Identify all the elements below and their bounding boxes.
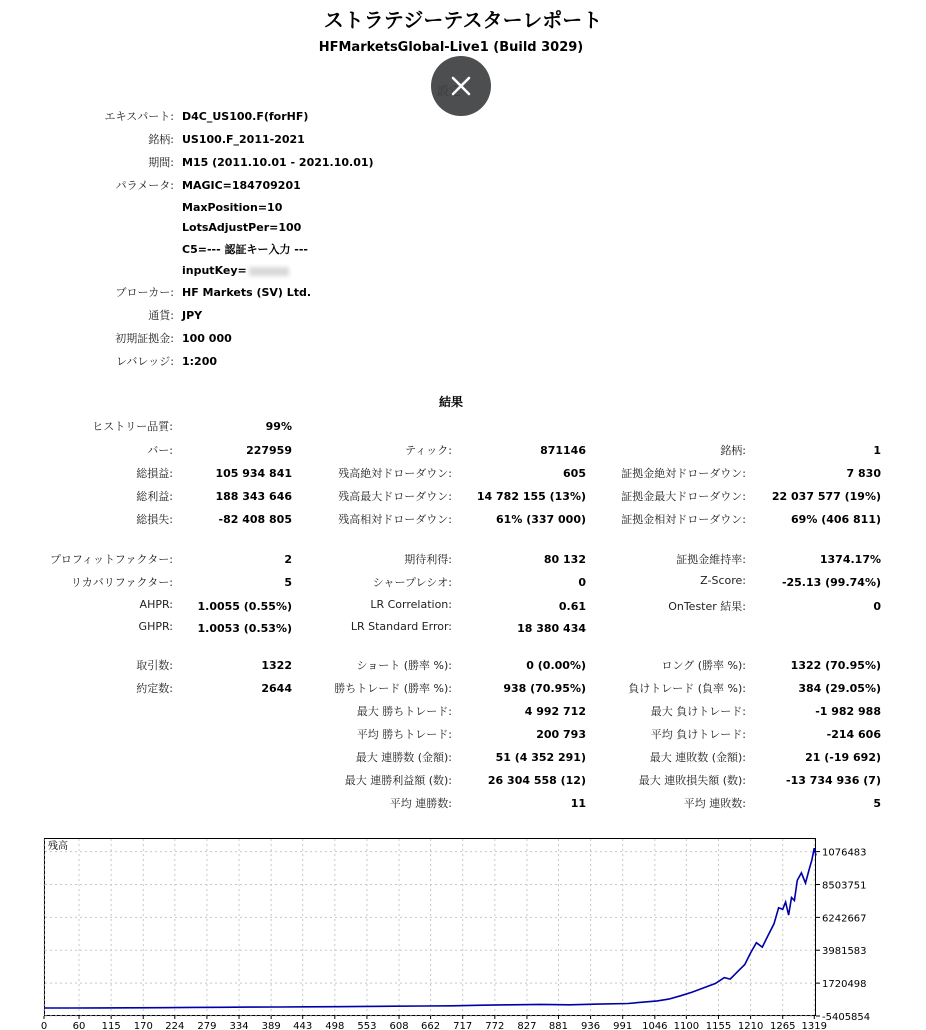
x-tick-label: 553	[357, 1021, 377, 1030]
result-value: 0	[873, 600, 881, 613]
result-value: 51 (4 352 291)	[495, 751, 586, 764]
setting-value-text: C5=--- 認証キー入力 ---	[182, 243, 308, 256]
setting-value	[182, 110, 308, 123]
y-tick-label: 8503751	[822, 880, 867, 892]
x-tick-label: 1155	[705, 1021, 732, 1030]
result-label: 平均 連敗数:	[683, 797, 746, 810]
y-tick-label: 1076483	[822, 847, 867, 859]
result-label: 約定数:	[136, 682, 173, 695]
result-label: GHPR:	[138, 620, 173, 633]
result-label: 証拠金相対ドローダウン:	[621, 513, 746, 526]
result-value: 0	[578, 576, 586, 589]
close-button[interactable]	[431, 56, 491, 116]
x-tick-label: 717	[453, 1021, 473, 1030]
result-value: 188 343 646	[215, 490, 292, 503]
result-value: 605	[563, 467, 586, 480]
result-label: 期待利得:	[404, 553, 452, 566]
setting-label: 銘柄:	[148, 133, 174, 146]
result-label: ロング (勝率 %):	[661, 659, 746, 672]
setting-label: 期間:	[148, 156, 174, 169]
x-tick-label: 498	[325, 1021, 345, 1030]
result-value: 18 380 434	[517, 622, 586, 635]
server-build: HFMarketsGlobal-Live1 (Build 3029)	[318, 40, 584, 55]
x-tick-label: 936	[581, 1021, 601, 1030]
x-tick-label: 772	[485, 1021, 505, 1030]
setting-label: ブローカー:	[115, 286, 174, 299]
x-tick-label: 334	[229, 1021, 249, 1030]
x-tick-label: 1046	[642, 1021, 668, 1030]
result-value: 2	[284, 553, 292, 566]
setting-value-text: 1:200	[182, 355, 218, 368]
setting-value-text: HF Markets (SV) Ltd.	[182, 286, 312, 299]
setting-value-text: MAGIC=184709201	[182, 179, 301, 192]
result-label: LR Correlation:	[370, 598, 452, 611]
result-value: 5	[873, 797, 881, 810]
setting-value	[182, 133, 305, 146]
result-value: 938 (70.95%)	[503, 682, 586, 695]
result-value: -25.13 (99.74%)	[781, 576, 881, 589]
x-tick-label: 1100	[673, 1021, 700, 1030]
result-label: 最大 連敗損失額 (数):	[638, 774, 746, 787]
setting-value-text: JPY	[182, 309, 203, 322]
setting-value	[182, 221, 301, 234]
result-value: 1	[873, 444, 881, 457]
result-label: 総損益:	[136, 467, 173, 480]
result-value: 0 (0.00%)	[526, 659, 586, 672]
close-icon	[450, 75, 472, 97]
result-label: 総利益:	[136, 490, 173, 503]
y-tick-label: -5405854	[822, 1012, 871, 1023]
result-label: LR Standard Error:	[350, 620, 452, 633]
setting-label: パラメータ:	[115, 179, 174, 192]
result-value: -13 734 936 (7)	[786, 774, 881, 787]
setting-value	[182, 201, 282, 214]
result-value: -82 408 805	[218, 513, 292, 526]
result-label: 残高相対ドローダウン:	[338, 513, 452, 526]
setting-value-text: MaxPosition=10	[182, 201, 283, 214]
x-tick-label: 608	[389, 1021, 409, 1030]
result-value: 384 (29.05%)	[798, 682, 881, 695]
result-value: -214 606	[826, 728, 881, 741]
result-value: 21 (-19 692)	[805, 751, 881, 764]
setting-value	[182, 241, 308, 257]
result-label: 残高最大ドローダウン:	[338, 490, 452, 503]
result-value: 69% (406 811)	[791, 513, 881, 526]
x-tick-label: 389	[261, 1021, 281, 1030]
results-heading: 結果	[438, 395, 463, 409]
result-label: 平均 勝ちトレード:	[356, 728, 452, 741]
result-value: 26 304 558 (12)	[487, 774, 586, 787]
result-label: ショート (勝率 %):	[356, 659, 452, 672]
result-value: 1.0055 (0.55%)	[197, 600, 292, 613]
setting-value	[182, 179, 301, 192]
x-tick-label: 991	[613, 1021, 633, 1030]
result-value: 61% (337 000)	[496, 513, 586, 526]
x-tick-label: 1319	[801, 1021, 827, 1030]
result-value: 99%	[265, 420, 292, 433]
result-value: -1 982 988	[815, 705, 881, 718]
setting-value	[182, 355, 217, 368]
x-tick-label: 1265	[769, 1021, 796, 1030]
result-value: 1322 (70.95%)	[790, 659, 881, 672]
result-label: 最大 負けトレード:	[650, 705, 746, 718]
result-label: 証拠金維持率:	[676, 553, 746, 566]
result-label: 負けトレード (負率 %):	[628, 682, 746, 695]
result-value: 1.0053 (0.53%)	[197, 622, 292, 635]
x-tick-label: 224	[165, 1021, 185, 1030]
report-title: ストラテジーテスターレポート	[323, 8, 603, 32]
setting-value	[182, 264, 289, 277]
setting-label: 通貨:	[148, 309, 174, 322]
setting-value-text: inputKey=	[182, 264, 247, 277]
setting-label: 初期証拠金:	[115, 332, 174, 345]
x-tick-label: 279	[197, 1021, 217, 1030]
result-label: AHPR:	[139, 598, 173, 611]
result-label: リカバリファクター:	[70, 576, 173, 589]
result-label: 証拠金最大ドローダウン:	[621, 490, 746, 503]
setting-value	[182, 156, 374, 169]
result-value: 5	[284, 576, 292, 589]
x-tick-label: 443	[293, 1021, 313, 1030]
setting-label: エキスパート:	[104, 110, 174, 123]
x-tick-label: 1210	[737, 1021, 764, 1030]
y-tick-label: 3981583	[822, 946, 867, 958]
result-label: 最大 連勝数 (金額):	[355, 751, 452, 764]
result-label: Z-Score:	[700, 574, 746, 587]
setting-value-text: M15 (2011.10.01 - 2021.10.01)	[182, 156, 374, 169]
y-tick-label: 6242667	[822, 913, 867, 925]
result-label: OnTester 結果:	[668, 600, 746, 613]
x-tick-label: 0	[40, 1021, 48, 1030]
setting-value-text: LotsAdjustPer=100	[182, 221, 302, 234]
balance-chart	[40, 838, 871, 1030]
result-label: 最大 勝ちトレード:	[356, 705, 452, 718]
x-tick-label: 60	[72, 1021, 86, 1030]
result-label: 最大 連敗数 (金額):	[649, 751, 746, 764]
result-label: 最大 連勝利益額 (数):	[344, 774, 452, 787]
setting-value	[182, 332, 232, 345]
setting-value-text: 100 000	[182, 332, 232, 345]
setting-value	[182, 309, 202, 322]
result-label: 銘柄:	[720, 444, 746, 457]
result-label: 平均 連勝数:	[389, 797, 452, 810]
result-label: 残高絶対ドローダウン:	[338, 467, 452, 480]
setting-value-text: US100.F_2011-2021	[182, 133, 305, 146]
result-value: 0.61	[558, 600, 586, 613]
result-value: 22 037 577 (19%)	[771, 490, 881, 503]
result-label: 取引数:	[136, 659, 173, 672]
result-label: プロフィットファクター:	[49, 553, 173, 566]
setting-value	[182, 286, 311, 299]
result-value: 1322	[261, 659, 292, 672]
x-tick-label: 170	[133, 1021, 153, 1030]
result-value: 871146	[540, 444, 586, 457]
x-tick-label: 662	[421, 1021, 441, 1030]
result-label: 勝ちトレード (勝率 %):	[334, 682, 452, 695]
x-tick-label: 115	[101, 1021, 121, 1030]
result-value: 2644	[261, 682, 292, 695]
result-label: 総損失:	[136, 513, 173, 526]
result-value: 227959	[246, 444, 292, 457]
setting-value-text: D4C_US100.F(forHF)	[182, 110, 309, 123]
result-value: 1374.17%	[819, 553, 881, 566]
result-value: 200 793	[536, 728, 586, 741]
y-tick-label: 1720498	[822, 979, 867, 991]
result-label: 証拠金絶対ドローダウン:	[621, 467, 746, 480]
redacted-key	[249, 267, 289, 276]
result-label: バー:	[147, 444, 173, 457]
result-label: ヒストリー品質:	[92, 420, 173, 433]
result-value: 14 782 155 (13%)	[476, 490, 586, 503]
result-label: シャープレシオ:	[372, 576, 452, 589]
result-value: 7 830	[846, 467, 881, 480]
x-tick-label: 827	[517, 1021, 537, 1030]
result-value: 80 132	[543, 553, 586, 566]
setting-label: レバレッジ:	[116, 355, 174, 368]
result-value: 11	[570, 797, 586, 810]
result-label: ティック:	[405, 444, 452, 457]
result-label: 平均 負けトレード:	[650, 728, 746, 741]
x-tick-label: 881	[548, 1021, 569, 1030]
chart-title: 残高	[48, 841, 68, 852]
result-value: 4 992 712	[524, 705, 586, 718]
result-value: 105 934 841	[215, 467, 292, 480]
